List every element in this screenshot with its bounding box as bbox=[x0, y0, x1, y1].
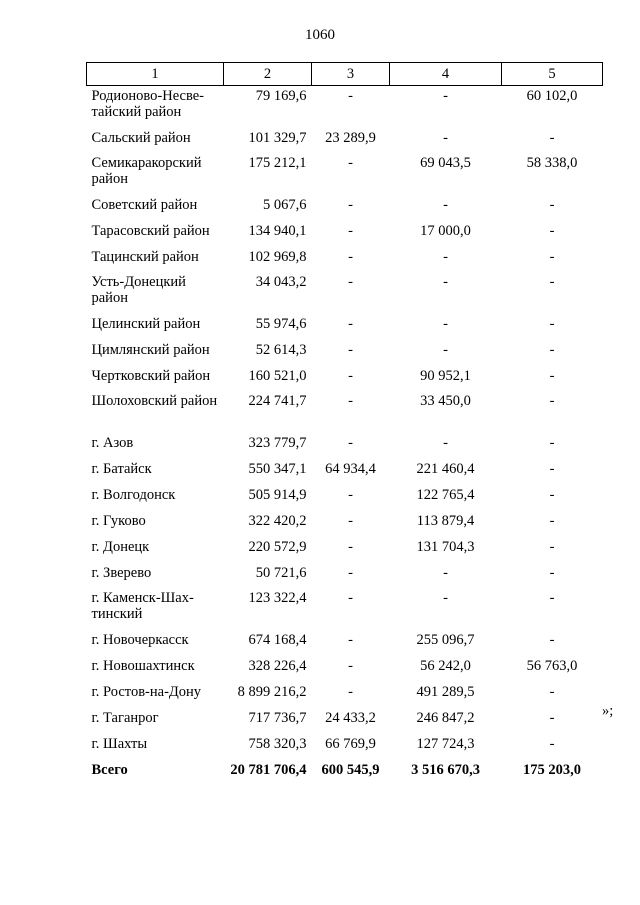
cell-value: 102 969,8 bbox=[248, 249, 307, 265]
cell-value: 122 765,4 bbox=[416, 487, 475, 503]
cell-value: 717 736,7 bbox=[248, 710, 307, 726]
cell-value: - bbox=[348, 632, 353, 648]
cell-value: - bbox=[549, 342, 555, 358]
row-name: Целинский район bbox=[91, 316, 201, 332]
row-name: г. Таганрог bbox=[91, 710, 159, 726]
row-name: г. Каменск-Шах-тинский bbox=[91, 590, 194, 622]
cell-value: - bbox=[549, 368, 555, 384]
row-name: Чертковский район bbox=[91, 368, 211, 384]
cell-value: 255 096,7 bbox=[416, 632, 475, 648]
cell-value: - bbox=[443, 316, 448, 332]
cell-value: - bbox=[348, 539, 353, 555]
table-row bbox=[87, 432, 603, 458]
table-row bbox=[87, 733, 603, 759]
cell-value: - bbox=[549, 249, 555, 265]
cell-value: 55 974,6 bbox=[255, 316, 307, 332]
row-name: г. Новочеркасск bbox=[91, 632, 189, 648]
cell-value: 50 721,6 bbox=[255, 565, 307, 581]
row-name: г. Зверево bbox=[91, 565, 152, 581]
total-value: 600 545,9 bbox=[321, 762, 380, 778]
row-name: Сальский район bbox=[91, 130, 191, 146]
table-row bbox=[87, 86, 603, 128]
page-number: 1060 bbox=[305, 27, 335, 43]
cell-value: - bbox=[348, 342, 353, 358]
cell-value: 52 614,3 bbox=[255, 342, 307, 358]
column-header: 5 bbox=[502, 63, 603, 86]
cell-value: - bbox=[348, 435, 353, 451]
row-name: г. Донецк bbox=[91, 539, 150, 555]
table-row bbox=[87, 458, 603, 484]
cell-value: 323 779,7 bbox=[248, 435, 307, 451]
cell-value: 79 169,6 bbox=[255, 88, 307, 104]
cell-value: 246 847,2 bbox=[416, 710, 475, 726]
total-value: 20 781 706,4 bbox=[230, 762, 307, 778]
cell-value: 5 067,6 bbox=[263, 197, 307, 213]
cell-value: - bbox=[549, 513, 555, 529]
cell-value: 60 102,0 bbox=[526, 88, 578, 104]
cell-value: - bbox=[549, 565, 555, 581]
row-name: Тарасовский район bbox=[91, 223, 210, 239]
table-row bbox=[87, 127, 603, 153]
row-name: г. Ростов-на-Дону bbox=[91, 684, 202, 700]
cell-value: 127 724,3 bbox=[416, 736, 475, 752]
cell-value: 33 450,0 bbox=[420, 393, 471, 409]
cell-value: 123 322,4 bbox=[248, 590, 307, 606]
total-value: 3 516 670,3 bbox=[411, 762, 480, 778]
table-row bbox=[87, 272, 603, 313]
cell-value: 224 741,7 bbox=[248, 393, 307, 409]
closing-quote-mark: »; bbox=[602, 703, 614, 719]
cell-value: 505 914,9 bbox=[248, 487, 307, 503]
cell-value: 221 460,4 bbox=[416, 461, 475, 477]
budget-table bbox=[86, 62, 603, 784]
cell-value: 23 289,9 bbox=[325, 130, 376, 146]
cell-value: - bbox=[549, 487, 555, 503]
cell-value: - bbox=[549, 539, 555, 555]
cell-value: - bbox=[348, 513, 353, 529]
cell-value: 8 899 216,2 bbox=[237, 684, 307, 700]
table-row bbox=[87, 313, 603, 339]
table-row bbox=[87, 655, 603, 681]
table-row bbox=[87, 391, 603, 432]
cell-value: - bbox=[348, 684, 353, 700]
cell-value: - bbox=[348, 393, 353, 409]
cell-value: 69 043,5 bbox=[420, 155, 471, 171]
column-header: 2 bbox=[224, 63, 312, 86]
table-row bbox=[87, 536, 603, 562]
cell-value: 328 226,4 bbox=[248, 658, 307, 674]
row-name: Тацинский район bbox=[91, 249, 199, 265]
cell-value: - bbox=[348, 274, 353, 290]
cell-value: - bbox=[348, 368, 353, 384]
cell-value: - bbox=[549, 316, 555, 332]
cell-value: 175 212,1 bbox=[248, 155, 307, 171]
cell-value: 491 289,5 bbox=[416, 684, 475, 700]
table-row bbox=[87, 484, 603, 510]
total-value: 175 203,0 bbox=[523, 762, 581, 778]
row-name: Семикаракорский район bbox=[91, 155, 202, 187]
row-name: г. Батайск bbox=[91, 461, 152, 477]
cell-value: - bbox=[443, 435, 448, 451]
cell-value: 90 952,1 bbox=[420, 368, 471, 384]
cell-value: - bbox=[549, 684, 555, 700]
cell-value: 674 168,4 bbox=[248, 632, 307, 648]
cell-value: - bbox=[549, 461, 555, 477]
cell-value: - bbox=[443, 130, 448, 146]
cell-value: - bbox=[348, 197, 353, 213]
cell-value: - bbox=[549, 590, 555, 606]
total-label: Всего bbox=[91, 762, 128, 778]
cell-value: - bbox=[348, 565, 353, 581]
cell-value: 101 329,7 bbox=[248, 130, 307, 146]
cell-value: 113 879,4 bbox=[416, 513, 475, 529]
cell-value: - bbox=[348, 249, 353, 265]
cell-value: 131 704,3 bbox=[416, 539, 475, 555]
row-name: Советский район bbox=[91, 197, 198, 213]
cell-value: - bbox=[348, 155, 353, 171]
cell-value: 56 242,0 bbox=[420, 658, 471, 674]
table-row bbox=[87, 562, 603, 588]
cell-value: - bbox=[443, 274, 448, 290]
row-name: г. Гуково bbox=[91, 513, 146, 529]
table-row bbox=[87, 681, 603, 707]
cell-value: 64 934,4 bbox=[325, 461, 376, 477]
cell-value: - bbox=[549, 274, 555, 290]
table-row bbox=[87, 339, 603, 365]
cell-value: - bbox=[443, 342, 448, 358]
cell-value: - bbox=[443, 249, 448, 265]
cell-value: - bbox=[549, 710, 555, 726]
cell-value: - bbox=[348, 590, 353, 606]
table-row bbox=[87, 220, 603, 246]
cell-value: - bbox=[443, 565, 448, 581]
table-row bbox=[87, 588, 603, 629]
table-row bbox=[87, 629, 603, 655]
cell-value: 58 338,0 bbox=[526, 155, 578, 171]
cell-value: 220 572,9 bbox=[248, 539, 307, 555]
cell-value: - bbox=[549, 736, 555, 752]
cell-value: 758 320,3 bbox=[248, 736, 307, 752]
cell-value: 17 000,0 bbox=[420, 223, 471, 239]
cell-value: - bbox=[443, 197, 448, 213]
cell-value: 550 347,1 bbox=[248, 461, 307, 477]
cell-value: - bbox=[348, 316, 353, 332]
cell-value: - bbox=[549, 393, 555, 409]
column-header: 4 bbox=[390, 63, 502, 86]
row-name: г. Азов bbox=[91, 435, 134, 451]
cell-value: - bbox=[549, 197, 555, 213]
cell-value: - bbox=[348, 658, 353, 674]
table-row bbox=[87, 153, 603, 194]
table-row bbox=[87, 707, 603, 733]
cell-value: - bbox=[549, 435, 555, 451]
table-header-row bbox=[87, 63, 603, 86]
column-header: 1 bbox=[87, 63, 224, 86]
cell-value: - bbox=[443, 590, 448, 606]
cell-value: 322 420,2 bbox=[248, 513, 307, 529]
cell-value: 24 433,2 bbox=[325, 710, 376, 726]
row-name: Родионово-Несве-тайский район bbox=[91, 88, 204, 120]
cell-value: 66 769,9 bbox=[325, 736, 376, 752]
cell-value: 34 043,2 bbox=[255, 274, 307, 290]
table-row bbox=[87, 246, 603, 272]
cell-value: - bbox=[443, 88, 448, 104]
row-name: Цимлянский район bbox=[91, 342, 210, 358]
table-row bbox=[87, 194, 603, 220]
cell-value: - bbox=[348, 487, 353, 503]
row-name: Шолоховский район bbox=[91, 393, 218, 409]
total-row bbox=[87, 759, 603, 784]
row-name: г. Новошахтинск bbox=[91, 658, 195, 674]
row-name: Усть-Донецкий район bbox=[91, 274, 186, 306]
row-name: г. Волгодонск bbox=[91, 487, 176, 503]
cell-value: 160 521,0 bbox=[248, 368, 307, 384]
row-name: г. Шахты bbox=[91, 736, 148, 752]
cell-value: 134 940,1 bbox=[248, 223, 307, 239]
cell-value: - bbox=[348, 88, 353, 104]
cell-value: - bbox=[549, 632, 555, 648]
table-row bbox=[87, 510, 603, 536]
cell-value: - bbox=[549, 130, 555, 146]
table-row bbox=[87, 365, 603, 391]
cell-value: 56 763,0 bbox=[526, 658, 578, 674]
cell-value: - bbox=[348, 223, 353, 239]
column-header: 3 bbox=[312, 63, 390, 86]
cell-value: - bbox=[549, 223, 555, 239]
